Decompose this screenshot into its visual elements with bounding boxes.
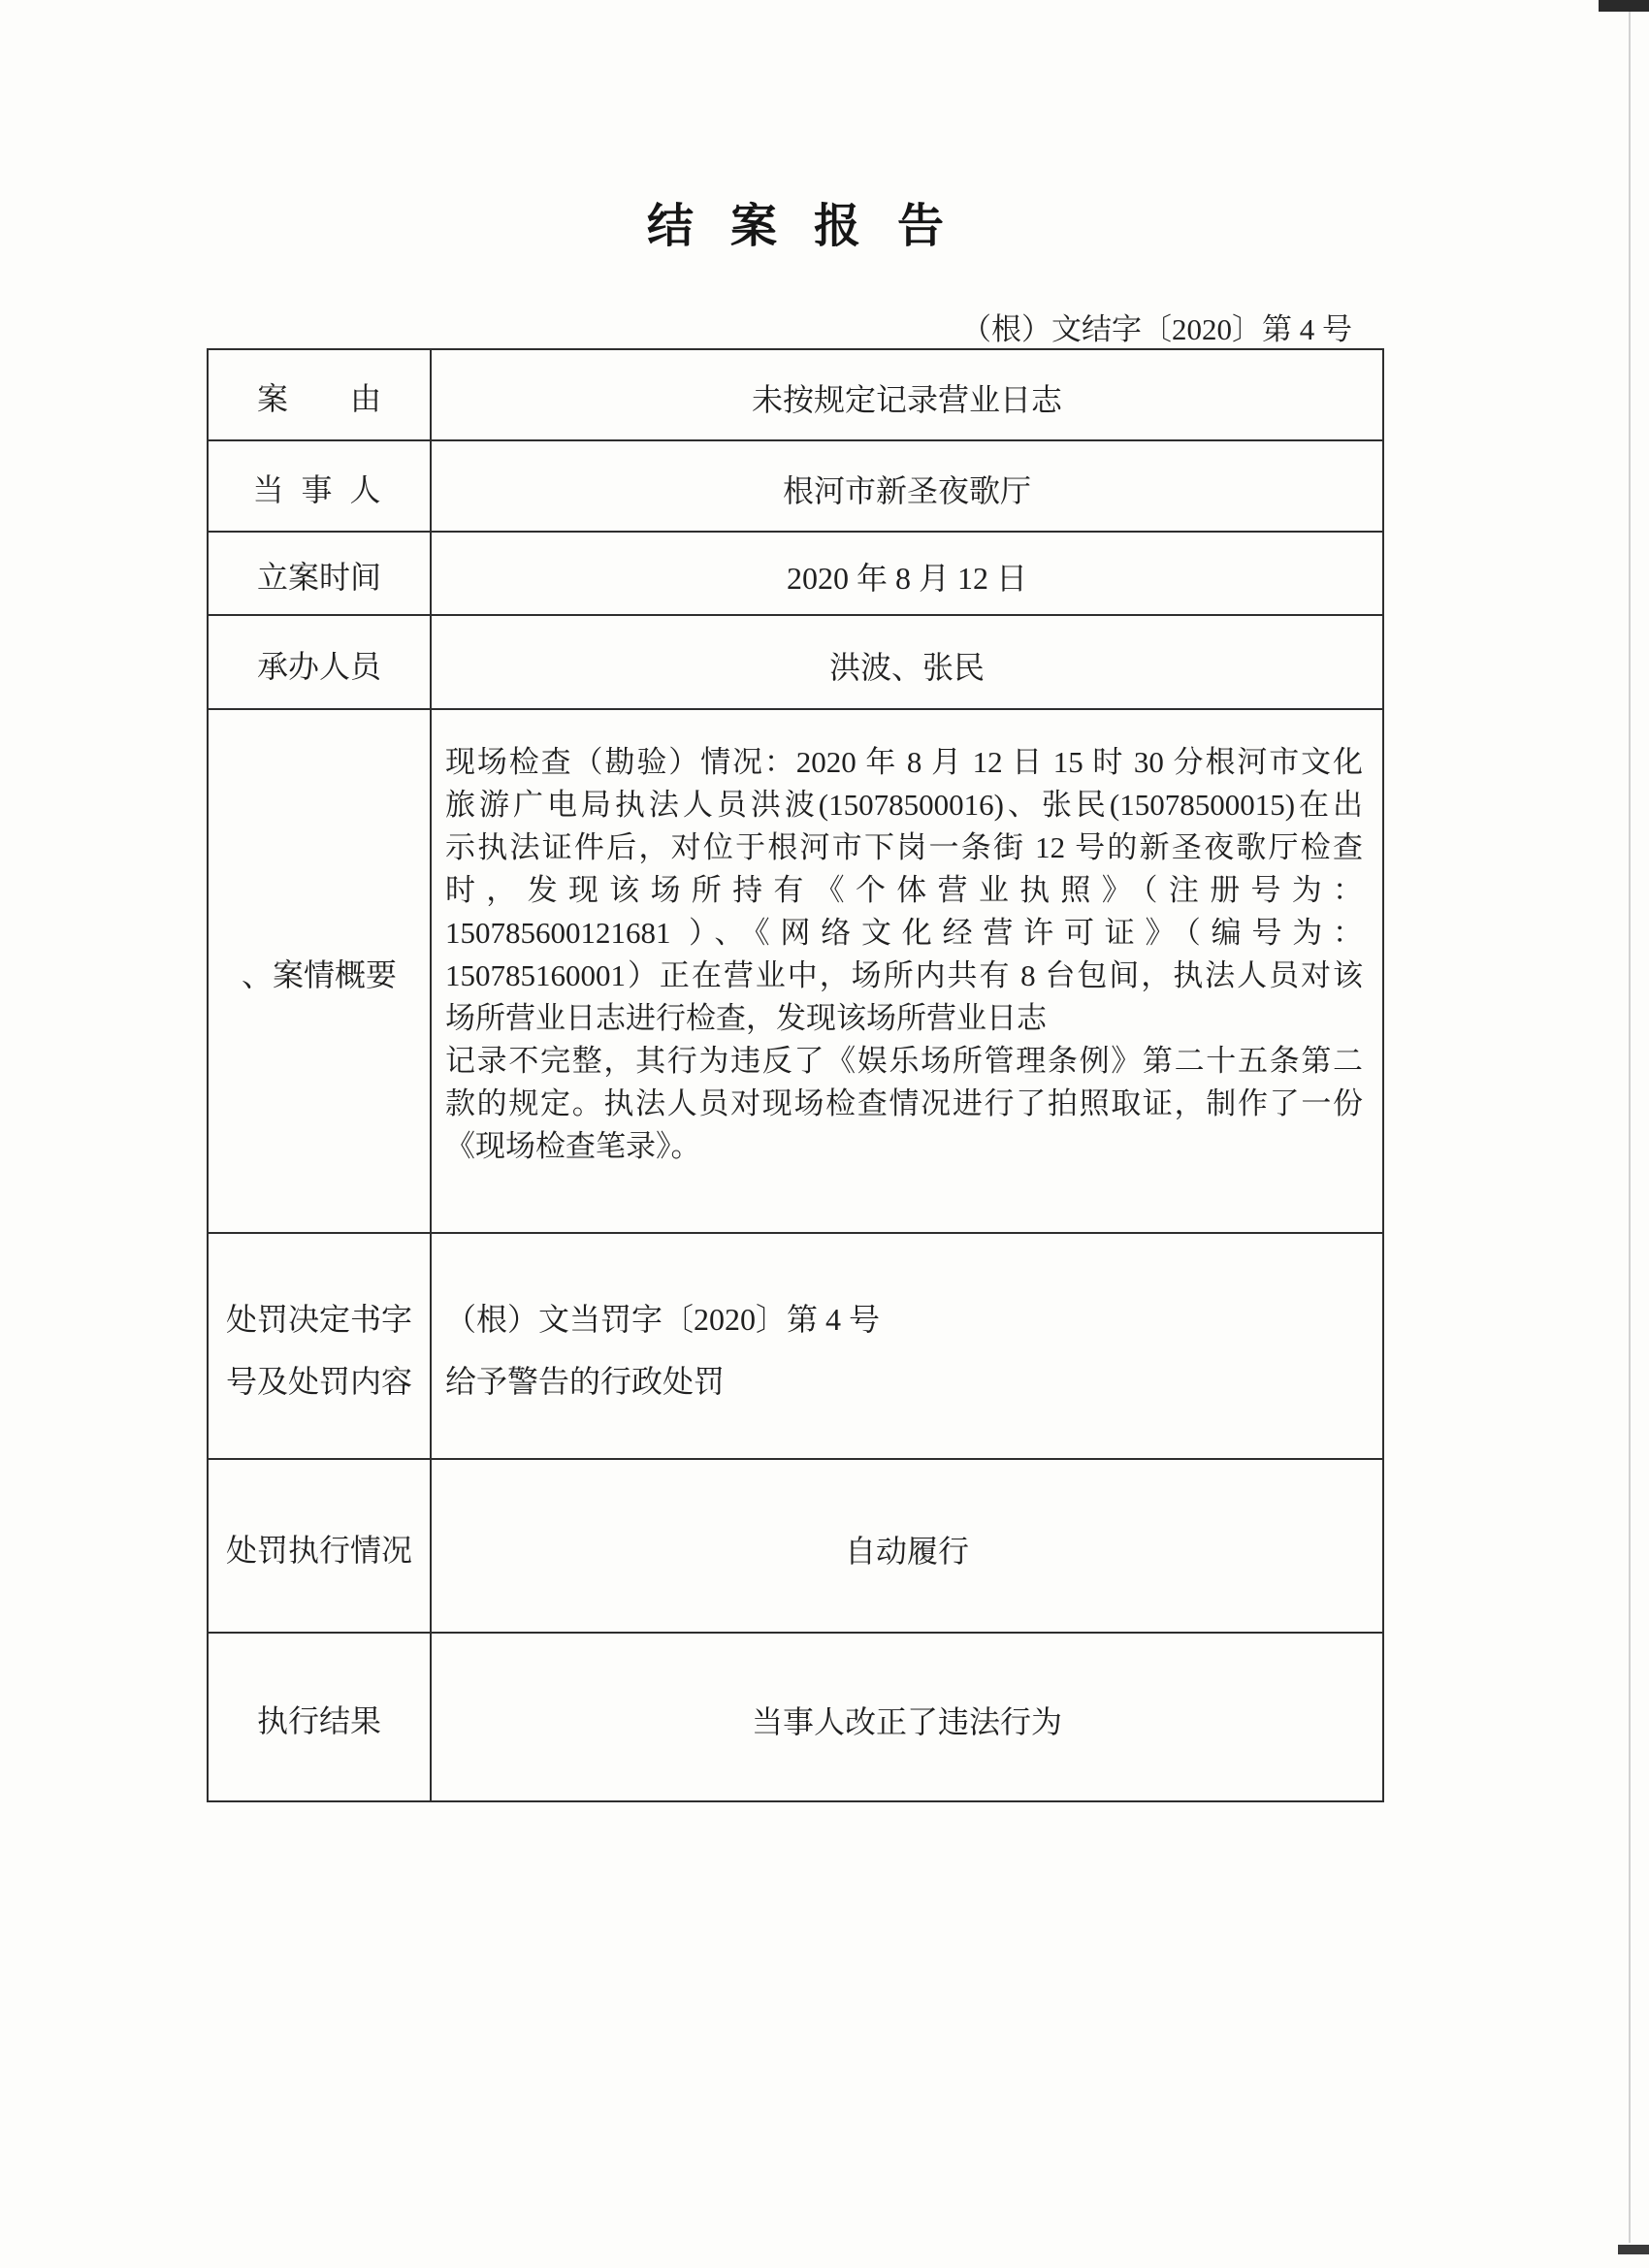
scan-edge-mark-bottom	[1618, 2245, 1649, 2254]
penalty-decision-label-line: 号及处罚内容	[225, 1363, 412, 1399]
filing-date-label: 立案时间	[209, 533, 432, 614]
penalty-decision-label	[209, 1234, 432, 1458]
execution-result-label: 执行结果	[209, 1634, 432, 1800]
summary-line: 款的规定。执法人员对现场检查情况进行了拍照取证，制作了一份	[445, 1086, 1363, 1120]
filing-date-value: 2020 年 8 月 12 日	[786, 561, 1027, 596]
cause-value: 未按规定记录营业日志	[751, 382, 1062, 417]
case-summary-label: 、案情概要	[209, 710, 432, 1232]
summary-line: 现场检查（勘验）情况：2020 年 8 月 12 日 15 时 30 分根河市文化	[445, 745, 1363, 779]
penalty-decision-number: （根）文当罚字〔2020〕第 4 号	[445, 1301, 881, 1337]
penalty-decision-label-line: 处罚决定书字	[225, 1301, 412, 1337]
summary-line: 旅游广电局执法人员洪波(15078500016)、张民(15078500015)在出	[445, 788, 1363, 822]
row-party	[209, 441, 1382, 533]
row-execution-result	[209, 1634, 1382, 1800]
scan-edge-mark-top	[1599, 0, 1649, 12]
handlers-value: 洪波、张民	[828, 649, 985, 685]
party-label: 当 事 人	[209, 441, 432, 531]
cause-label: 案 由	[209, 350, 432, 439]
summary-line: 150785600121681 ）、《网络文化经营许可证》（编号为：	[445, 916, 1363, 950]
case-number: （根）文结字〔2020〕第 4 号	[961, 312, 1352, 346]
penalty-execution-label: 处罚执行情况	[209, 1460, 432, 1632]
penalty-decision-content: 给予警告的行政处罚	[445, 1363, 726, 1399]
row-cause	[209, 350, 1382, 441]
summary-line: 150785160001）正在营业中，场所内共有 8 台包间，执法人员对该	[445, 958, 1363, 992]
row-penalty-execution	[209, 1460, 1382, 1634]
scan-edge-line	[1629, 12, 1631, 2243]
row-penalty-decision	[209, 1234, 1382, 1460]
party-value: 根河市新圣夜歌厅	[782, 473, 1031, 508]
summary-line: 时，发现该场所持有《个体营业执照》（注册号为：	[445, 873, 1363, 907]
summary-line: 场所营业日志进行检查，发现该场所营业日志	[445, 1001, 1047, 1035]
row-filing-date	[209, 533, 1382, 616]
penalty-decision-value	[432, 1234, 1382, 1458]
case-summary-text	[432, 710, 1382, 1232]
report-table	[207, 348, 1384, 1802]
summary-line: 记录不完整，其行为违反了《娱乐场所管理条例》第二十五条第二	[445, 1044, 1363, 1078]
summary-line: 《现场检查笔录》。	[445, 1129, 701, 1163]
summary-line: 示执法证件后，对位于根河市下岗一条街 12 号的新圣夜歌厅检查	[445, 830, 1363, 864]
row-case-summary	[209, 710, 1382, 1234]
penalty-execution-value: 自动履行	[844, 1533, 969, 1569]
row-handlers	[209, 616, 1382, 710]
document-title: 结 案 报 告	[646, 201, 956, 252]
execution-result-value: 当事人改正了违法行为	[751, 1704, 1062, 1739]
handlers-label: 承办人员	[209, 616, 432, 708]
